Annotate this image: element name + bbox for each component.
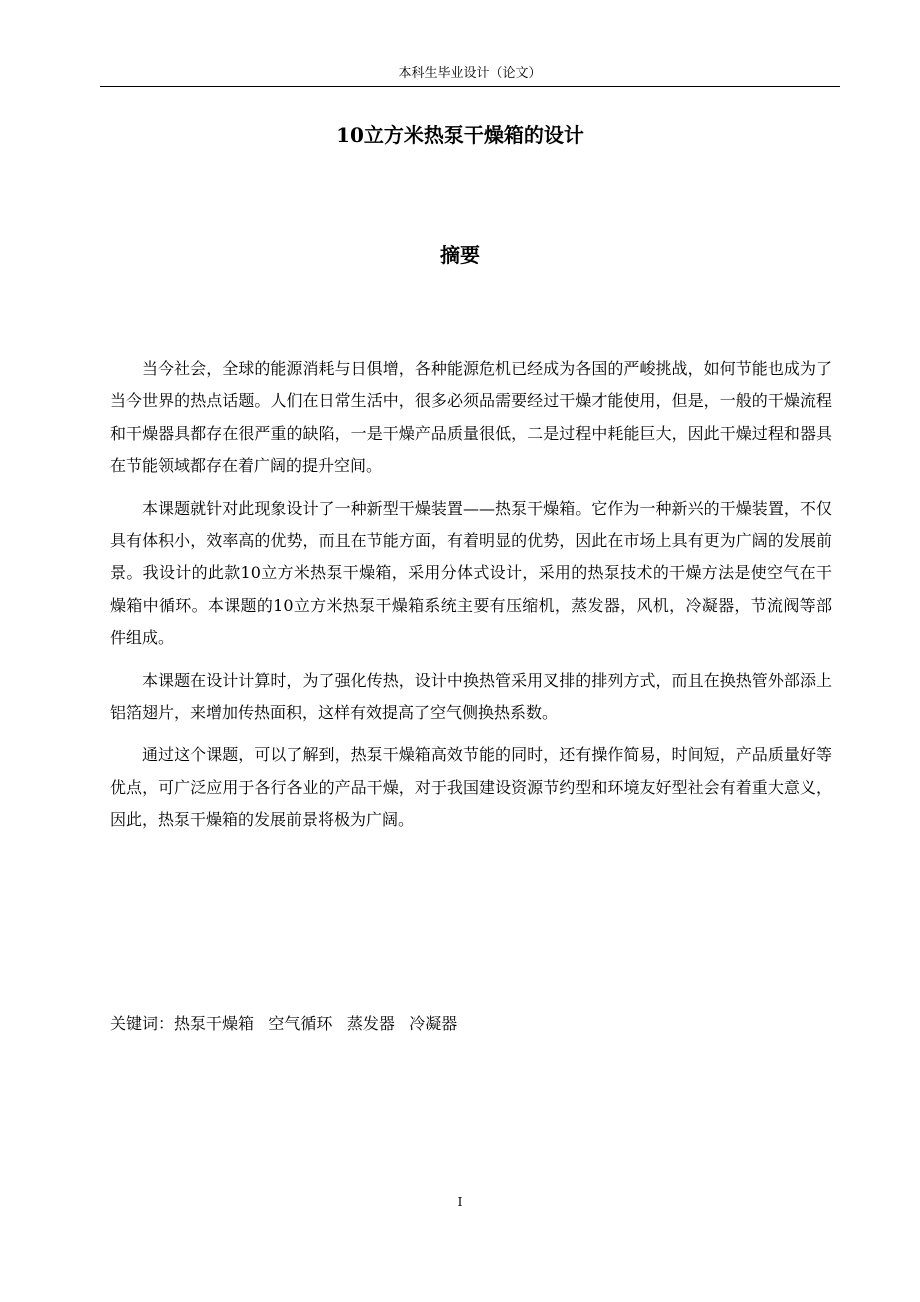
keyword-item: 空气循环	[268, 1014, 333, 1033]
keyword-item: 热泵干燥箱	[174, 1014, 255, 1033]
running-header-title: 本科生毕业设计（论文）	[398, 66, 542, 81]
abstract-paragraph: 通过这个课题，可以了解到，热泵干燥箱高效节能的同时，还有操作简易，时间短，产品质量好等优点，可广泛应用于各行各业的产品干燥，对于我国建设资源节约型和环境友好型社会有着重大意义，因此，热泵干燥箱的发展前景将极为广阔。	[110, 745, 832, 830]
keywords-line	[110, 1008, 832, 1040]
document-title: 10立方米热泵干燥箱的设计	[336, 123, 584, 147]
page-number: I	[457, 1195, 463, 1209]
abstract-body	[110, 353, 832, 847]
keyword-item: 蒸发器	[346, 1014, 395, 1033]
abstract-paragraph: 本课题就针对此现象设计了一种新型干燥装置——热泵干燥箱。它作为一种新兴的干燥装置，不仅具有体积小，效率高的优势，而且在节能方面，有着明显的优势，因此在市场上具有更为广阔的发展前景。我设计的此款10立方米热泵干燥箱，采用分体式设计，采用的热泵技术的干燥方法是使空气在干燥箱中循环。本课题的10立方米热泵干燥箱系统主要有压缩机，蒸发器，风机，冷凝器，节流阀等部件组成。	[110, 498, 832, 648]
abstract-heading: 摘要	[440, 243, 480, 267]
keywords-label: 关键词：	[110, 1014, 175, 1033]
keyword-item: 冷凝器	[409, 1014, 458, 1033]
abstract-paragraph: 本课题在设计计算时，为了强化传热，设计中换热管采用叉排的排列方式，而且在换热管外部添上铝箔翅片，来增加传热面积，这样有效提高了空气侧换热系数。	[110, 670, 832, 723]
abstract-paragraph: 当今社会，全球的能源消耗与日俱增，各种能源危机已经成为各国的严峻挑战，如何节能也成为了当今世界的热点话题。人们在日常生活中，很多必须品需要经过干燥才能使用，但是，一般的干燥流程和干燥器具都存在很严重的缺陷，一是干燥产品质量很低，二是过程中耗能巨大，因此干燥过程和器具在节能领域都存在着广阔的提升空间。	[110, 359, 832, 476]
running-header	[100, 62, 840, 87]
